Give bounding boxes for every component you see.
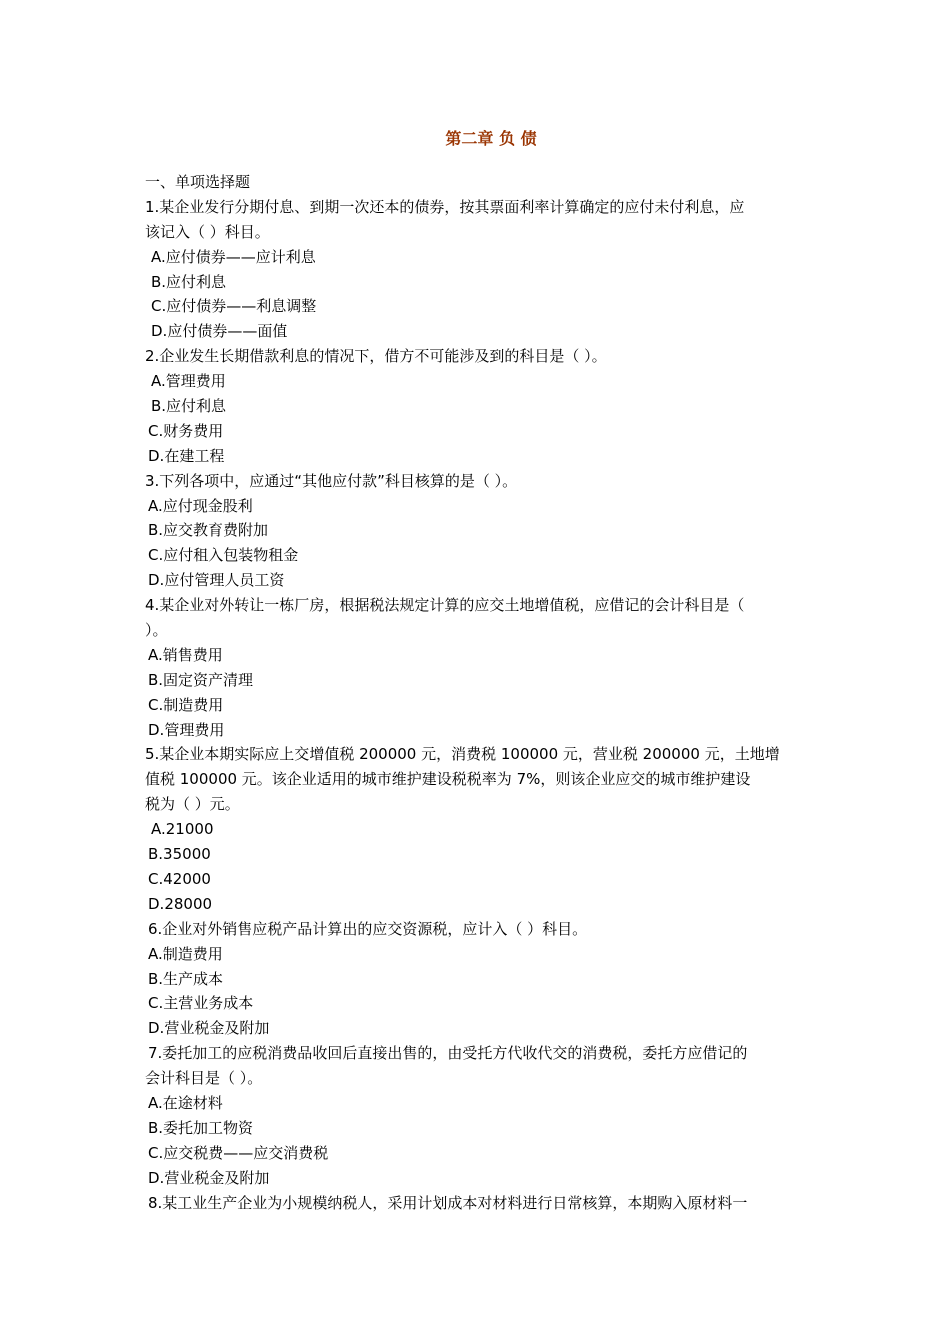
question-4-option-c: C.制造费用: [148, 695, 224, 714]
question-2-option-b: B.应付利息: [151, 397, 227, 416]
question-5-stem-line-3: 税为（ ）元。: [145, 795, 240, 814]
question-4-stem-line-1: 4.某企业对外转让一栋厂房，根据税法规定计算的应交土地增值税，应借记的会计科目是（: [145, 596, 745, 615]
chapter-title: 第二章 负 债: [445, 129, 537, 148]
question-1-option-c: C.应付债券——利息调整: [151, 297, 317, 316]
question-1-stem-line-2: 该记入（ ）科目。: [145, 222, 270, 241]
question-5-option-c: C.42000: [148, 869, 211, 888]
question-4-option-a: A.销售费用: [148, 645, 223, 664]
question-6-stem-line-1: 6.企业对外销售应税产品计算出的应交资源税，应计入（ ）科目。: [148, 919, 588, 938]
question-5-stem-line-1: 5.某企业本期实际应上交增值税 200000 元，消费税 100000 元，营业税 200000 元，土地增: [145, 745, 780, 764]
question-2-stem-line-1: 2.企业发生长期借款利息的情况下，借方不可能涉及到的科目是（ ）。: [145, 347, 607, 366]
question-7-stem-line-2: 会计科目是（ ）。: [145, 1069, 263, 1088]
question-3-option-c: C.应付租入包装物租金: [148, 546, 299, 565]
question-7-stem-line-1: 7.委托加工的应税消费品收回后直接出售的，由受托方代收代交的消费税，委托方应借记的: [148, 1044, 748, 1063]
question-7-option-d: D.营业税金及附加: [148, 1168, 270, 1187]
question-7-option-c: C.应交税费——应交消费税: [148, 1143, 329, 1162]
question-4-stem-line-2: ）。: [145, 621, 168, 640]
question-6-option-a: A.制造费用: [148, 944, 223, 963]
question-6-option-d: D.营业税金及附加: [148, 1019, 270, 1038]
question-5-option-a: A.21000: [151, 820, 214, 839]
question-2-option-c: C.财务费用: [148, 421, 224, 440]
question-5-stem-line-2: 值税 100000 元。该企业适用的城市维护建设税税率为 7%，则该企业应交的城市维护建设: [145, 770, 751, 789]
question-6-option-b: B.生产成本: [148, 969, 224, 988]
question-1-option-d: D.应付债券——面值: [151, 322, 288, 341]
question-1-stem-line-1: 1.某企业发行分期付息、到期一次还本的债券，按其票面利率计算确定的应付未付利息，应: [145, 197, 745, 216]
question-2-option-a: A.管理费用: [151, 372, 226, 391]
question-3-option-d: D.应付管理人员工资: [148, 571, 285, 590]
question-4-option-b: B.固定资产清理: [148, 670, 254, 689]
question-2-option-d: D.在建工程: [148, 446, 225, 465]
section-heading: 一、单项选择题: [145, 173, 251, 191]
question-5-option-b: B.35000: [148, 845, 211, 864]
question-3-option-b: B.应交教育费附加: [148, 521, 269, 540]
question-1-option-b: B.应付利息: [151, 272, 227, 291]
question-3-stem-line-1: 3.下列各项中，应通过“其他应付款”科目核算的是（ ）。: [145, 471, 518, 490]
question-list: [145, 170, 810, 1215]
question-6-option-c: C.主营业务成本: [148, 994, 254, 1013]
question-7-option-b: B.委托加工物资: [148, 1118, 254, 1137]
question-8-stem-line-1: 8.某工业生产企业为小规模纳税人，采用计划成本对材料进行日常核算，本期购入原材料一: [148, 1193, 748, 1212]
question-4-option-d: D.管理费用: [148, 720, 225, 739]
question-7-option-a: A.在途材料: [148, 1093, 223, 1112]
question-5-option-d: D.28000: [148, 894, 213, 913]
question-3-option-a: A.应付现金股利: [148, 496, 253, 515]
question-1-option-a: A.应付债券——应计利息: [151, 247, 316, 266]
